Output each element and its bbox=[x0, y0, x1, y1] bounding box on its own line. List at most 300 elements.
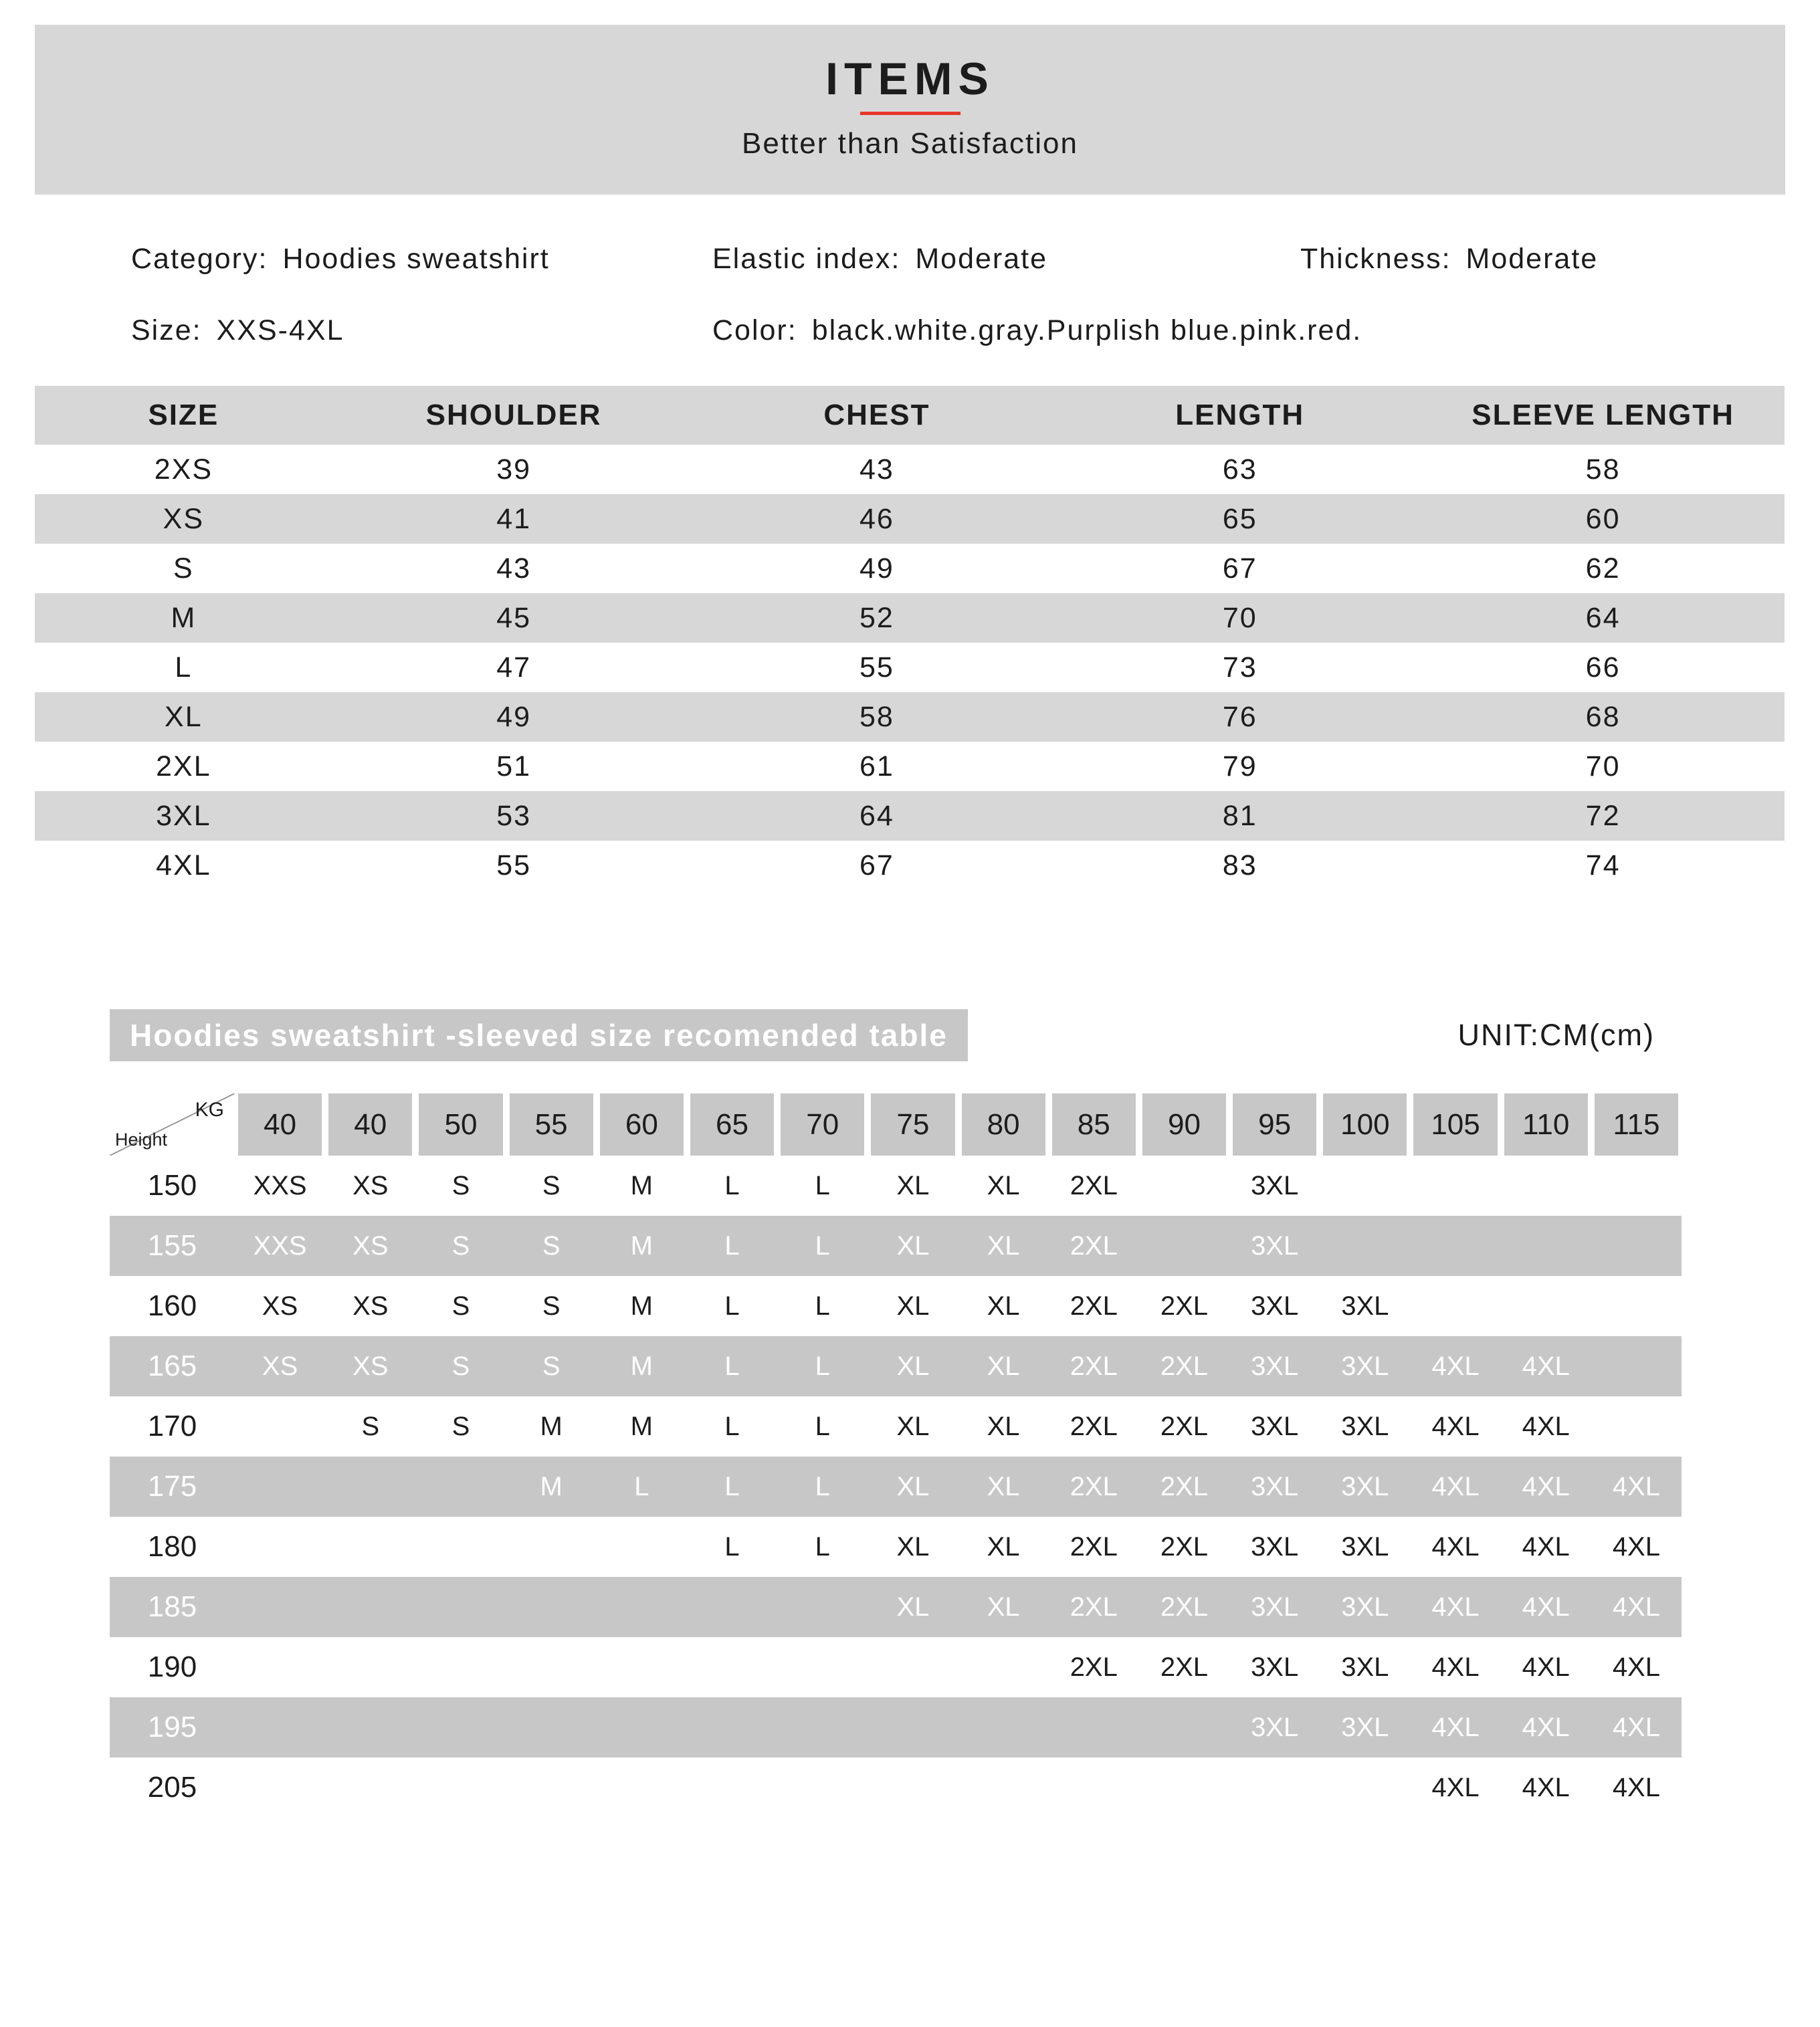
size-table-cell: 70 bbox=[1222, 601, 1257, 634]
recommend-size-cell: XS bbox=[325, 1336, 415, 1396]
size-table-cell: 4XL bbox=[156, 849, 211, 881]
recommend-size-cell: L bbox=[815, 1531, 830, 1562]
recommend-table-row bbox=[110, 1396, 1682, 1457]
recommend-size-cell: 3XL bbox=[1320, 1457, 1410, 1517]
size-table-cell: L bbox=[175, 651, 193, 683]
recommend-size-cell bbox=[415, 1637, 506, 1697]
recommend-size-cell: L bbox=[815, 1170, 830, 1200]
kg-column-header bbox=[506, 1093, 597, 1156]
size-table-row bbox=[35, 593, 1785, 643]
recommend-size-cell: 3XL bbox=[1341, 1411, 1389, 1441]
recommend-table-row bbox=[110, 1637, 1682, 1697]
recommend-size-cell bbox=[777, 1577, 868, 1637]
recommend-size-cell: L bbox=[687, 1457, 777, 1517]
recommend-size-cell: 2XL bbox=[1070, 1531, 1118, 1562]
recommend-size-cell: 4XL bbox=[1431, 1652, 1480, 1682]
corner-kg-label: KG bbox=[195, 1099, 224, 1121]
kg-column-header-box: 105 bbox=[1413, 1093, 1497, 1156]
category-field bbox=[131, 243, 712, 276]
size-table-cell: 58 bbox=[1585, 453, 1621, 486]
recommend-size-cell: XL bbox=[868, 1577, 958, 1637]
recommend-size-cell: XL bbox=[868, 1336, 958, 1396]
recommend-size-cell bbox=[958, 1757, 1049, 1818]
recommend-size-cell: 2XL bbox=[1139, 1577, 1229, 1637]
recommend-size-cell: 4XL bbox=[1431, 1531, 1480, 1562]
size-table-row bbox=[35, 692, 1785, 742]
size-table-row bbox=[35, 742, 1785, 791]
recommend-size-cell: S bbox=[451, 1291, 470, 1321]
kg-column-header bbox=[777, 1093, 868, 1156]
unit-label: UNIT:CM(cm) bbox=[1457, 1018, 1655, 1052]
recommend-size-cell: 3XL bbox=[1251, 1652, 1299, 1682]
height-row-label: 185 bbox=[110, 1577, 235, 1637]
size-table-row bbox=[35, 841, 1785, 890]
recommend-size-cell: 2XL bbox=[1070, 1291, 1118, 1321]
recommend-size-cell: 4XL bbox=[1410, 1697, 1500, 1757]
recommend-size-cell bbox=[1320, 1757, 1410, 1818]
recommend-size-cell: 4XL bbox=[1410, 1457, 1500, 1517]
recommend-size-cell: L bbox=[687, 1336, 777, 1396]
recommend-size-cell: L bbox=[815, 1291, 830, 1321]
recommend-size-cell: L bbox=[777, 1336, 868, 1396]
recommend-size-cell: L bbox=[687, 1216, 777, 1276]
size-table-cell: 64 bbox=[860, 799, 894, 832]
recommend-size-cell bbox=[868, 1637, 958, 1697]
recommend-size-cell bbox=[415, 1457, 506, 1517]
recommend-size-cell: 4XL bbox=[1591, 1457, 1682, 1517]
recommend-table-row bbox=[110, 1216, 1682, 1276]
size-table-cell: 3XL bbox=[156, 799, 211, 832]
thickness-label: Thickness: bbox=[1300, 243, 1451, 275]
recommend-size-cell: 3XL bbox=[1251, 1291, 1299, 1321]
recommend-size-cell: 3XL bbox=[1341, 1652, 1389, 1682]
kg-column-header-box: 75 bbox=[871, 1093, 954, 1156]
recommend-size-cell: 3XL bbox=[1229, 1216, 1320, 1276]
recommend-size-cell bbox=[687, 1697, 777, 1757]
size-table-cell: 67 bbox=[860, 849, 894, 881]
recommend-size-cell: XL bbox=[958, 1457, 1049, 1517]
recommend-size-cell bbox=[958, 1637, 1049, 1697]
recommend-size-cell: S bbox=[506, 1336, 597, 1396]
recommend-size-cell: 2XL bbox=[1160, 1411, 1209, 1441]
kg-column-header bbox=[1591, 1093, 1682, 1156]
size-table-row bbox=[35, 791, 1785, 841]
recommend-size-cell bbox=[1501, 1276, 1591, 1336]
recommend-size-cell: 4XL bbox=[1431, 1411, 1480, 1441]
recommend-size-cell: S bbox=[415, 1336, 506, 1396]
recommend-size-cell bbox=[235, 1457, 325, 1517]
kg-column-header bbox=[868, 1093, 958, 1156]
size-table-cell: 55 bbox=[860, 651, 894, 683]
title-underline bbox=[860, 112, 960, 115]
recommend-size-cell: S bbox=[451, 1411, 470, 1441]
kg-column-header-box: 90 bbox=[1142, 1093, 1226, 1156]
color-value: black.white.gray.Purplish blue.pink.red. bbox=[811, 314, 1362, 346]
size-table-cell: 39 bbox=[496, 453, 532, 486]
recommend-size-cell: 4XL bbox=[1591, 1697, 1682, 1757]
recommend-table-title: Hoodies sweatshirt -sleeved size recomended table bbox=[110, 1009, 968, 1061]
size-table-cell: 51 bbox=[496, 750, 532, 782]
recommend-size-cell: XL bbox=[958, 1577, 1049, 1637]
kg-column-header-box: 40 bbox=[238, 1093, 322, 1156]
kg-column-header bbox=[1139, 1093, 1229, 1156]
size-table-column-header: SIZE bbox=[35, 386, 332, 445]
recommend-size-cell bbox=[325, 1577, 415, 1637]
recommend-size-cell: 4XL bbox=[1612, 1531, 1660, 1562]
size-table-body bbox=[35, 445, 1785, 890]
recommend-table-row bbox=[110, 1336, 1682, 1396]
size-table-cell: 63 bbox=[1222, 453, 1257, 486]
recommend-size-cell: 4XL bbox=[1591, 1577, 1682, 1637]
kg-column-header-box: 55 bbox=[510, 1093, 593, 1156]
recommend-size-cell bbox=[506, 1757, 597, 1818]
size-table-cell: 73 bbox=[1222, 651, 1257, 683]
size-table-cell: 70 bbox=[1585, 750, 1621, 782]
recommend-size-cell bbox=[325, 1517, 415, 1577]
recommend-size-cell bbox=[777, 1697, 868, 1757]
kg-column-header bbox=[1229, 1093, 1320, 1156]
brand-title: ITEMS bbox=[825, 54, 995, 104]
recommend-size-cell bbox=[1410, 1216, 1500, 1276]
recommend-size-cell: 2XL bbox=[1070, 1170, 1118, 1200]
size-value: XXS-4XL bbox=[216, 314, 344, 346]
recommend-size-cell: 4XL bbox=[1612, 1652, 1660, 1682]
recommend-size-cell: 2XL bbox=[1160, 1291, 1209, 1321]
size-table-cell: 45 bbox=[496, 601, 532, 634]
corner-height-label: Height bbox=[115, 1130, 168, 1150]
recommend-table-row bbox=[110, 1156, 1682, 1216]
recommend-size-cell: 2XL bbox=[1049, 1457, 1139, 1517]
recommend-size-cell: 4XL bbox=[1501, 1457, 1591, 1517]
kg-column-header bbox=[415, 1093, 506, 1156]
color-label: Color: bbox=[712, 314, 797, 346]
recommend-size-cell: 2XL bbox=[1160, 1531, 1209, 1562]
recommend-table-header bbox=[110, 1009, 1682, 1061]
recommend-size-cell: 3XL bbox=[1251, 1170, 1299, 1200]
size-table-column-header: CHEST bbox=[696, 386, 1059, 445]
size-table-column-header: SHOULDER bbox=[332, 386, 696, 445]
height-row-label: 165 bbox=[110, 1336, 235, 1396]
recommend-size-cell: L bbox=[724, 1531, 740, 1562]
size-table-row bbox=[35, 643, 1785, 692]
kg-column-header bbox=[1049, 1093, 1139, 1156]
size-table-cell: 53 bbox=[496, 799, 532, 832]
recommend-size-cell: L bbox=[777, 1216, 868, 1276]
recommend-size-cell: L bbox=[724, 1170, 740, 1200]
size-table-cell: 60 bbox=[1585, 502, 1621, 535]
recommend-table-row bbox=[110, 1517, 1682, 1577]
size-table-cell: 67 bbox=[1222, 552, 1257, 584]
recommend-size-cell: 4XL bbox=[1410, 1577, 1500, 1637]
recommend-size-cell: L bbox=[815, 1411, 830, 1441]
size-table-cell: 79 bbox=[1222, 750, 1257, 782]
color-field bbox=[712, 314, 1785, 347]
recommend-size-cell bbox=[506, 1577, 597, 1637]
size-table-cell: 2XS bbox=[154, 453, 213, 486]
recommend-size-cell: 3XL bbox=[1320, 1697, 1410, 1757]
recommend-size-cell: XL bbox=[987, 1170, 1020, 1200]
kg-column-header bbox=[1320, 1093, 1410, 1156]
elastic-label: Elastic index: bbox=[712, 243, 901, 275]
thickness-field bbox=[1300, 243, 1785, 276]
recommend-size-cell: 3XL bbox=[1251, 1411, 1299, 1441]
recommend-size-cell: 3XL bbox=[1229, 1577, 1320, 1637]
size-table-row bbox=[35, 494, 1785, 544]
recommend-size-cell bbox=[1591, 1276, 1682, 1336]
recommend-size-cell: S bbox=[415, 1216, 506, 1276]
recommend-size-cell bbox=[235, 1637, 325, 1697]
recommend-size-cell: S bbox=[542, 1291, 561, 1321]
recommend-size-cell: M bbox=[597, 1336, 687, 1396]
recommend-size-cell: 4XL bbox=[1522, 1531, 1570, 1562]
kg-column-header bbox=[687, 1093, 777, 1156]
size-table-cell: 72 bbox=[1585, 799, 1621, 832]
size-table-cell: 2XL bbox=[156, 750, 211, 782]
size-table-cell: S bbox=[173, 552, 194, 584]
recommend-size-cell: 4XL bbox=[1522, 1652, 1570, 1682]
size-table-cell: 47 bbox=[496, 651, 532, 683]
recommend-size-cell: 4XL bbox=[1431, 1772, 1480, 1802]
recommend-size-cell bbox=[597, 1757, 687, 1818]
recommend-size-cell: M bbox=[630, 1411, 653, 1441]
recommend-size-cell bbox=[235, 1517, 325, 1577]
recommend-size-cell bbox=[235, 1697, 325, 1757]
height-row-label: 205 bbox=[147, 1771, 197, 1804]
height-row-label: 170 bbox=[147, 1410, 197, 1443]
recommend-size-cell: L bbox=[724, 1411, 740, 1441]
recommend-size-cell: XL bbox=[958, 1336, 1049, 1396]
recommend-table-row bbox=[110, 1757, 1682, 1818]
recommend-size-cell bbox=[1591, 1396, 1682, 1457]
recommend-size-cell: XL bbox=[987, 1411, 1020, 1441]
size-table-cell: 43 bbox=[860, 453, 894, 486]
kg-column-header bbox=[235, 1093, 325, 1156]
recommend-size-cell: XXS bbox=[235, 1216, 325, 1276]
corner-cell bbox=[110, 1093, 235, 1156]
recommend-size-cell bbox=[1049, 1697, 1139, 1757]
recommend-size-cell bbox=[325, 1757, 415, 1818]
thickness-value: Moderate bbox=[1465, 243, 1599, 275]
size-table-cell: 62 bbox=[1585, 552, 1621, 584]
recommend-size-cell bbox=[868, 1697, 958, 1757]
kg-column-header bbox=[597, 1093, 687, 1156]
recommend-size-cell: XS bbox=[352, 1170, 389, 1200]
recommend-table-row bbox=[110, 1457, 1682, 1517]
kg-column-header bbox=[958, 1093, 1049, 1156]
recommend-size-cell bbox=[506, 1517, 597, 1577]
size-table-cell: 55 bbox=[496, 849, 532, 881]
size-table-cell: 43 bbox=[496, 552, 532, 584]
recommend-size-cell: XL bbox=[896, 1170, 930, 1200]
recommend-size-cell: M bbox=[597, 1216, 687, 1276]
recommend-size-cell bbox=[597, 1697, 687, 1757]
size-table bbox=[35, 386, 1785, 890]
recommend-size-cell: XS bbox=[262, 1291, 298, 1321]
recommend-size-cell bbox=[235, 1396, 325, 1457]
size-table-cell: 74 bbox=[1585, 849, 1621, 881]
recommend-size-cell bbox=[1320, 1156, 1410, 1216]
recommend-size-cell: 2XL bbox=[1160, 1652, 1209, 1682]
recommend-size-cell bbox=[687, 1637, 777, 1697]
recommend-size-cell: 2XL bbox=[1049, 1577, 1139, 1637]
category-label: Category: bbox=[131, 243, 268, 275]
recommend-size-cell: 3XL bbox=[1341, 1291, 1389, 1321]
size-table-cell: 46 bbox=[860, 502, 894, 535]
recommend-size-cell: 2XL bbox=[1070, 1652, 1118, 1682]
kg-column-header-box: 40 bbox=[328, 1093, 412, 1156]
kg-column-header bbox=[325, 1093, 415, 1156]
kg-column-header bbox=[1410, 1093, 1500, 1156]
size-table-cell: 83 bbox=[1222, 849, 1257, 881]
recommend-size-cell: XL bbox=[958, 1216, 1049, 1276]
recommend-size-cell: M bbox=[506, 1457, 597, 1517]
recommend-size-cell: S bbox=[451, 1170, 470, 1200]
recommend-size-cell: XL bbox=[868, 1216, 958, 1276]
recommend-size-cell bbox=[597, 1517, 687, 1577]
recommend-size-cell: XL bbox=[896, 1411, 930, 1441]
kg-column-header-box: 85 bbox=[1052, 1093, 1136, 1156]
height-row-label: 160 bbox=[147, 1289, 197, 1322]
size-table-row bbox=[35, 445, 1785, 494]
recommend-size-cell bbox=[325, 1637, 415, 1697]
recommend-size-cell: 3XL bbox=[1251, 1531, 1299, 1562]
height-row-label: 180 bbox=[147, 1530, 197, 1563]
brand-subtitle: Better than Satisfaction bbox=[742, 127, 1078, 160]
size-table-cell: 49 bbox=[496, 700, 532, 733]
recommend-size-cell bbox=[777, 1757, 868, 1818]
recommend-size-cell bbox=[235, 1577, 325, 1637]
height-row-label: 195 bbox=[110, 1697, 235, 1757]
recommend-size-cell bbox=[415, 1697, 506, 1757]
recommend-size-cell bbox=[1320, 1216, 1410, 1276]
size-table-column-header: LENGTH bbox=[1058, 386, 1421, 445]
recommend-size-cell: 4XL bbox=[1501, 1577, 1591, 1637]
recommend-size-cell: 2XL bbox=[1049, 1336, 1139, 1396]
kg-column-header-box: 80 bbox=[962, 1093, 1045, 1156]
recommend-size-cell bbox=[777, 1637, 868, 1697]
recommend-size-cell: 2XL bbox=[1139, 1336, 1229, 1396]
recommend-size-cell: S bbox=[361, 1411, 380, 1441]
recommend-size-cell: M bbox=[540, 1411, 563, 1441]
recommend-size-cell bbox=[1410, 1156, 1500, 1216]
recommend-size-cell: 2XL bbox=[1139, 1457, 1229, 1517]
brand-banner bbox=[35, 25, 1785, 195]
recommend-size-cell: 2XL bbox=[1049, 1216, 1139, 1276]
recommend-table-row bbox=[110, 1697, 1682, 1757]
kg-column-header-box: 100 bbox=[1323, 1093, 1407, 1156]
recommend-size-cell: 2XL bbox=[1070, 1411, 1118, 1441]
size-table-cell: 76 bbox=[1222, 700, 1257, 733]
elastic-field bbox=[712, 243, 1300, 276]
height-row-label: 150 bbox=[147, 1169, 197, 1202]
recommend-size-cell bbox=[1501, 1156, 1591, 1216]
recommend-size-cell: 4XL bbox=[1522, 1411, 1570, 1441]
elastic-value: Moderate bbox=[915, 243, 1048, 275]
size-table-head bbox=[35, 386, 1785, 445]
product-info bbox=[35, 243, 1785, 347]
size-table-cell: 41 bbox=[496, 502, 532, 535]
size-table-header-row bbox=[35, 386, 1785, 445]
size-table-cell: 52 bbox=[860, 601, 894, 634]
height-row-label: 175 bbox=[110, 1457, 235, 1517]
recommend-size-cell bbox=[1591, 1216, 1682, 1276]
recommend-size-cell bbox=[415, 1517, 506, 1577]
recommend-size-cell: 3XL bbox=[1320, 1336, 1410, 1396]
category-value: Hoodies sweatshirt bbox=[282, 243, 550, 275]
recommend-size-cell: 3XL bbox=[1229, 1697, 1320, 1757]
recommend-size-cell bbox=[868, 1757, 958, 1818]
recommend-table-row bbox=[110, 1577, 1682, 1637]
kg-column-header-box: 70 bbox=[781, 1093, 864, 1156]
kg-column-header-box: 110 bbox=[1504, 1093, 1588, 1156]
kg-column-header-box: 60 bbox=[600, 1093, 684, 1156]
recommend-size-cell: 3XL bbox=[1341, 1531, 1389, 1562]
recommend-size-cell: XS bbox=[235, 1336, 325, 1396]
size-table-cell: XL bbox=[165, 700, 203, 733]
recommend-size-cell: M bbox=[630, 1291, 653, 1321]
recommend-size-cell: XL bbox=[987, 1291, 1020, 1321]
recommend-size-cell: S bbox=[542, 1170, 561, 1200]
recommend-size-cell: L bbox=[597, 1457, 687, 1517]
size-table-cell: XS bbox=[163, 502, 205, 535]
recommend-size-cell bbox=[415, 1577, 506, 1637]
recommend-size-cell bbox=[1049, 1757, 1139, 1818]
size-field bbox=[131, 314, 712, 347]
recommend-size-cell bbox=[1139, 1757, 1229, 1818]
recommend-size-cell: 4XL bbox=[1410, 1336, 1500, 1396]
recommend-size-cell bbox=[1591, 1336, 1682, 1396]
recommend-size-cell: XXS bbox=[253, 1170, 307, 1200]
recommend-size-cell bbox=[597, 1577, 687, 1637]
recommend-size-cell: XS bbox=[325, 1216, 415, 1276]
size-table-row bbox=[35, 544, 1785, 593]
recommend-table-row bbox=[110, 1276, 1682, 1336]
recommend-size-cell: 3XL bbox=[1229, 1457, 1320, 1517]
recommend-size-cell: M bbox=[630, 1170, 653, 1200]
recommend-size-cell: L bbox=[777, 1457, 868, 1517]
recommend-size-cell bbox=[506, 1637, 597, 1697]
recommend-size-cell bbox=[687, 1577, 777, 1637]
recommend-table bbox=[110, 1093, 1682, 1818]
recommend-size-cell bbox=[1139, 1216, 1229, 1276]
recommend-size-cell: 4XL bbox=[1612, 1772, 1660, 1802]
recommend-size-cell: XL bbox=[987, 1531, 1020, 1562]
recommend-size-cell bbox=[1139, 1156, 1229, 1216]
recommend-size-cell bbox=[597, 1637, 687, 1697]
recommend-size-cell: 4XL bbox=[1501, 1697, 1591, 1757]
recommend-size-cell: 4XL bbox=[1501, 1336, 1591, 1396]
recommend-table-head bbox=[110, 1093, 1682, 1156]
size-table-cell: 58 bbox=[860, 700, 894, 733]
size-table-cell: 65 bbox=[1222, 502, 1257, 535]
kg-column-header-box: 115 bbox=[1595, 1093, 1678, 1156]
recommend-size-cell bbox=[325, 1697, 415, 1757]
recommend-size-cell bbox=[958, 1697, 1049, 1757]
size-label: Size: bbox=[131, 314, 202, 346]
recommend-table-header-row bbox=[110, 1093, 1682, 1156]
recommend-size-cell: XL bbox=[868, 1457, 958, 1517]
recommend-size-cell bbox=[325, 1457, 415, 1517]
recommend-size-cell bbox=[1229, 1757, 1320, 1818]
recommend-size-cell: XL bbox=[896, 1531, 930, 1562]
size-table-column-header: SLEEVE LENGTH bbox=[1421, 386, 1785, 445]
size-table-cell: 64 bbox=[1585, 601, 1621, 634]
recommend-size-cell bbox=[506, 1697, 597, 1757]
recommend-size-cell bbox=[1591, 1156, 1682, 1216]
recommend-table-body bbox=[110, 1156, 1682, 1818]
size-table-cell: 68 bbox=[1585, 700, 1621, 733]
recommend-size-cell bbox=[687, 1757, 777, 1818]
